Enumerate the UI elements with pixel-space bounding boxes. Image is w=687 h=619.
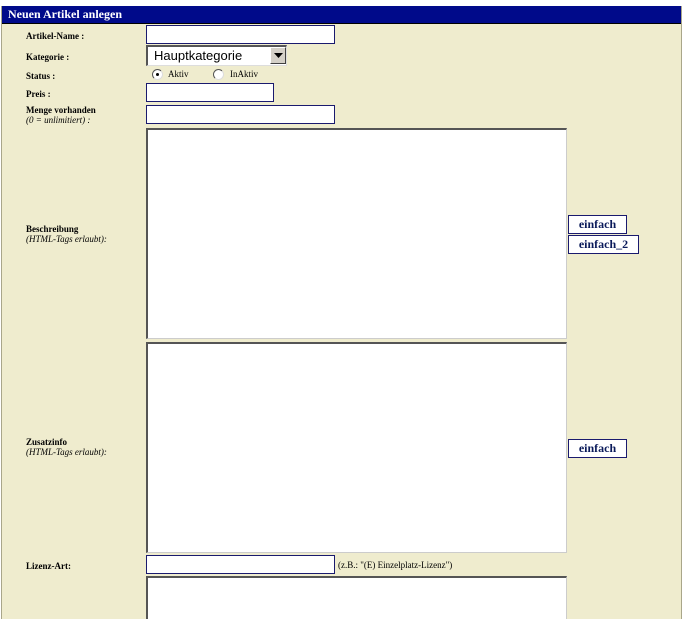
- status-active-radio[interactable]: [152, 69, 163, 80]
- extra-info-simple-editor-button[interactable]: einfach: [568, 439, 627, 458]
- license-hint: (z.B.: "(E) Einzelplatz-Lizenz"): [338, 560, 453, 570]
- description-simple-editor-button[interactable]: einfach: [568, 215, 627, 234]
- extra-info-textarea[interactable]: [146, 342, 567, 553]
- status-label: Status :: [26, 71, 56, 81]
- category-label: Kategorie :: [26, 52, 70, 62]
- quantity-label-sub: (0 = unlimitiert) :: [26, 115, 91, 125]
- license-text-textarea[interactable]: [146, 576, 567, 619]
- form-titlebar: [2, 6, 681, 24]
- form-title: Neuen Artikel anlegen: [8, 7, 122, 21]
- chevron-down-icon: [274, 53, 283, 58]
- quantity-input[interactable]: [146, 105, 335, 124]
- article-name-input[interactable]: [146, 25, 335, 44]
- price-label: Preis :: [26, 89, 51, 99]
- status-inactive-radio[interactable]: [213, 69, 224, 80]
- quantity-label-text: Menge vorhanden: [26, 105, 96, 115]
- description-label-text: Beschreibung: [26, 224, 79, 234]
- status-active-label: Aktiv: [168, 69, 189, 79]
- status-inactive-label: InAktiv: [230, 69, 258, 79]
- category-selected-value: Hauptkategorie: [154, 48, 243, 63]
- description-label: [26, 224, 107, 244]
- description-label-sub: (HTML-Tags erlaubt):: [26, 234, 107, 244]
- article-form-panel: [1, 6, 682, 619]
- category-select[interactable]: [146, 45, 287, 66]
- license-label: Lizenz-Art:: [26, 561, 71, 571]
- article-name-label: Artikel-Name :: [26, 31, 85, 41]
- description-textarea[interactable]: [146, 128, 567, 339]
- license-input[interactable]: [146, 555, 335, 574]
- extra-info-label-text: Zusatzinfo: [26, 437, 68, 447]
- extra-info-label-sub: (HTML-Tags erlaubt):: [26, 447, 107, 457]
- extra-info-label: [26, 437, 107, 457]
- quantity-label: [26, 105, 96, 125]
- price-input[interactable]: [146, 83, 274, 102]
- category-dropdown-button[interactable]: [270, 47, 286, 64]
- description-simple2-editor-button[interactable]: einfach_2: [568, 235, 639, 254]
